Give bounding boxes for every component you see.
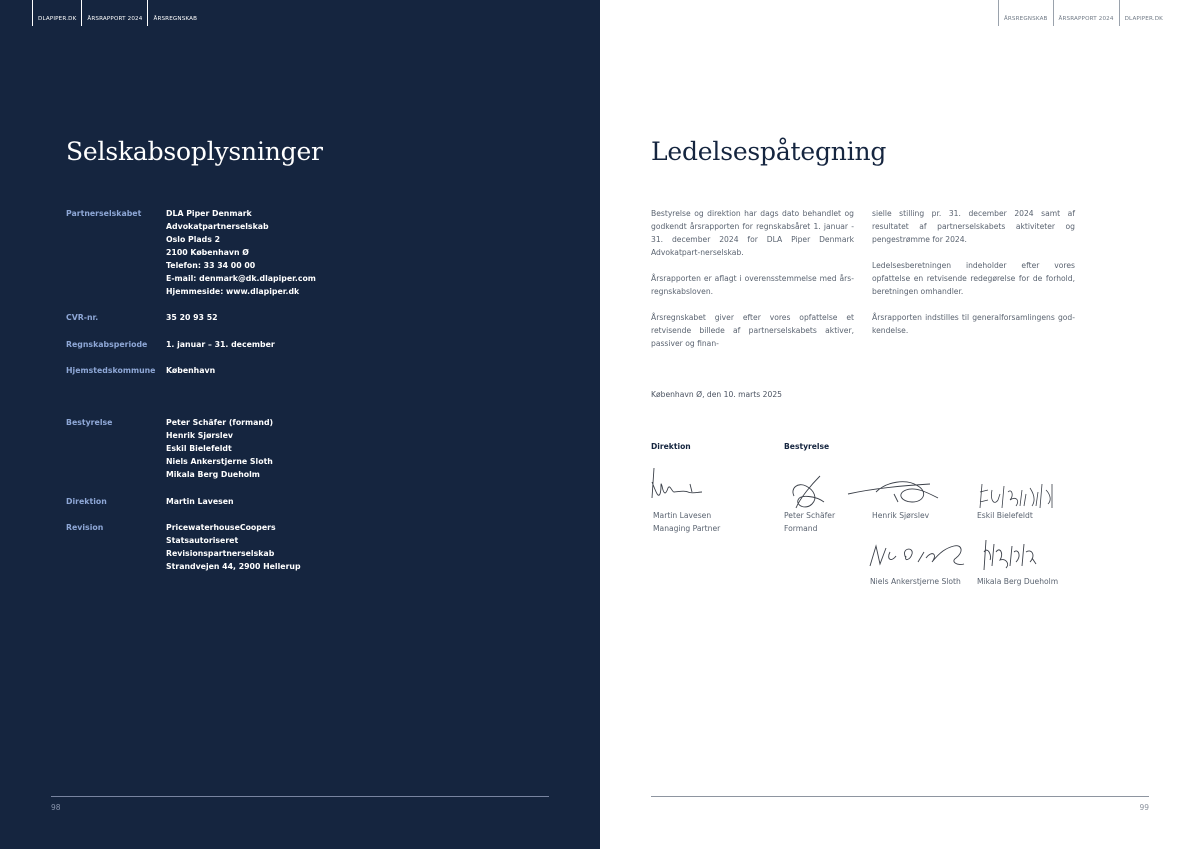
info-values — [166, 338, 275, 351]
right-top-nav — [998, 0, 1168, 26]
info-label: Revision — [66, 523, 104, 532]
nav-link-arsrapport[interactable]: ÅRSRAPPORT 2024 — [1053, 0, 1119, 26]
info-label: CVR-nr. — [66, 313, 99, 322]
info-values — [166, 207, 316, 298]
info-line: 1. januar – 31. december — [166, 340, 275, 349]
signatory-title: Managing Partner — [653, 524, 721, 533]
right-page — [600, 0, 1200, 849]
info-label: Bestyrelse — [66, 418, 113, 427]
statement-column-1 — [651, 207, 854, 363]
info-line: Niels Ankerstjerne Sloth — [166, 457, 273, 466]
nav-link-dlapiper[interactable]: DLAPIPER.DK — [32, 0, 81, 26]
info-row-cvr — [66, 311, 218, 324]
signature-sjorslev — [846, 472, 942, 512]
info-line-website[interactable]: Hjemmeside: www.dlapiper.dk — [166, 287, 300, 296]
footer-divider — [51, 796, 549, 797]
info-line: København — [166, 366, 216, 375]
statement-paragraph: Årsregnskabet giver efter vores opfattelse et retvisende billede af partnerselskabets aktiver, passiver og finan- — [651, 313, 854, 348]
signature-sloth — [866, 538, 970, 572]
info-line: Statsautoriseret — [166, 536, 239, 545]
info-values — [166, 416, 273, 481]
signatory-name: Eskil Bielefeldt — [977, 511, 1033, 520]
signature-lavesen — [646, 462, 710, 512]
info-values — [166, 364, 215, 377]
statement-paragraph: Ledelsesberetningen indeholder efter vores opfattelse en retvisende redegørelse for de forhold, beretningen omhandler. — [872, 261, 1075, 296]
info-row-partner — [66, 207, 316, 298]
statement-paragraph: Årsrapporten indstilles til generalforsamlingens god-kendelse. — [872, 313, 1075, 335]
info-values — [166, 495, 234, 508]
direktion-heading: Direktion — [651, 442, 691, 451]
info-label: Direktion — [66, 497, 107, 506]
page-title: Selskabsoplysninger — [66, 137, 323, 166]
signatory-name: Mikala Berg Dueholm — [977, 577, 1059, 586]
info-line: Strandvejen 44, 2900 Hellerup — [166, 562, 301, 571]
info-line: DLA Piper Denmark — [166, 209, 252, 218]
info-values — [166, 521, 301, 573]
info-row-management — [66, 495, 234, 508]
info-line: Revisionspartnerselskab — [166, 549, 275, 558]
statement-paragraph: Årsrapporten er aflagt i overensstemmelse med års-regnskabsloven. — [651, 274, 854, 296]
signature-dueholm — [980, 536, 1040, 576]
bestyrelse-heading: Bestyrelse — [784, 442, 830, 451]
place-date: København Ø, den 10. marts 2025 — [651, 390, 782, 399]
left-top-nav — [32, 0, 202, 26]
signatory-title: Formand — [784, 524, 818, 533]
info-row-municipality — [66, 364, 215, 377]
info-row-period — [66, 338, 275, 351]
info-line: Martin Lavesen — [166, 497, 234, 506]
info-line: Mikala Berg Dueholm — [166, 470, 260, 479]
info-line: Henrik Sjørslev — [166, 431, 233, 440]
statement-paragraph: Bestyrelse og direktion har dags dato behandlet og godkendt årsrapporten for regnskabsåret 1. januar - 31. december 2024 for DLA Piper Denmark Advokatpart-nerselskab. — [651, 209, 854, 257]
signatory-name: Niels Ankerstjerne Sloth — [870, 577, 961, 586]
nav-link-dlapiper[interactable]: DLAPIPER.DK — [1119, 0, 1168, 26]
signatory-name: Henrik Sjørslev — [872, 511, 930, 520]
info-label: Regnskabsperiode — [66, 340, 148, 349]
statement-paragraph: sielle stilling pr. 31. december 2024 samt af resultatet af partnerselskabets aktiviteter og pengestrømme for 2024. — [872, 209, 1075, 244]
info-values — [166, 311, 218, 324]
info-line: PricewaterhouseCoopers — [166, 523, 276, 532]
info-line-email[interactable]: E-mail: denmark@dk.dlapiper.com — [166, 274, 316, 283]
info-line: Peter Schäfer (formand) — [166, 418, 274, 427]
info-row-board — [66, 416, 273, 481]
info-line: Eskil Bielefeldt — [166, 444, 232, 453]
info-line: Advokatpartnerselskab — [166, 222, 269, 231]
info-line: Telefon: 33 34 00 00 — [166, 261, 256, 270]
page-number: 98 — [51, 803, 61, 812]
signatory-name: Martin Lavesen — [653, 511, 712, 520]
info-line: Oslo Plads 2 — [166, 235, 221, 244]
footer-divider — [651, 796, 1149, 797]
info-line: 2100 København Ø — [166, 248, 249, 257]
info-row-audit — [66, 521, 301, 573]
statement-column-2 — [872, 207, 1075, 350]
info-label: Partnerselskabet — [66, 209, 142, 218]
signatory-name: Peter Schäfer — [784, 511, 836, 520]
page-number: 99 — [1139, 803, 1149, 812]
nav-link-arsregnskab[interactable]: ÅRSREGNSKAB — [998, 0, 1053, 26]
page-title: Ledelsespåtegning — [651, 137, 887, 166]
info-label: Hjemstedskommune — [66, 366, 156, 375]
nav-link-arsregnskab[interactable]: ÅRSREGNSKAB — [147, 0, 202, 26]
nav-link-arsrapport[interactable]: ÅRSRAPPORT 2024 — [81, 0, 147, 26]
info-line: 35 20 93 52 — [166, 313, 218, 322]
